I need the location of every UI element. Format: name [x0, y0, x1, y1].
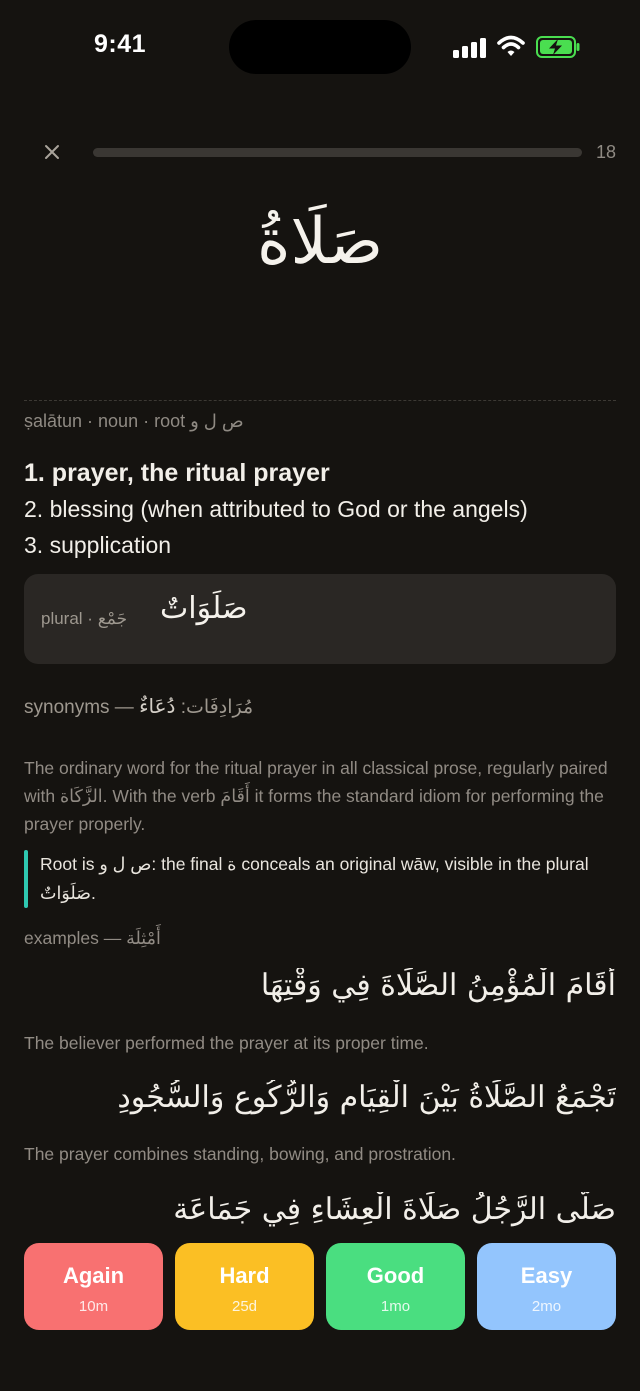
synonyms-row [24, 694, 253, 719]
example-english: The believer performed the prayer at its proper time. [24, 1033, 429, 1053]
synonym-word: دُعَاءٌ [139, 694, 176, 718]
easy-interval: 2mo [531, 1298, 562, 1315]
good-interval: 1mo [380, 1298, 411, 1315]
good-label: Good [366, 1263, 425, 1288]
callout-text: Root is ص ل و: the final ة conceals an original wāw, visible in the plural صَلَوَاتٌ. [40, 854, 589, 903]
dynamic-island [229, 20, 411, 74]
example-arabic: أَقَامَ الْمُؤْمِنُ الصَّلَاةَ فِي وَقْتِهَا [260, 968, 616, 1003]
wifi-icon [497, 34, 525, 58]
usage-note: The ordinary word for the ritual prayer in all classical prose, regularly paired with الزَّكَاة. With the verb أَقَامَ it forms the standard idiom for performing the prayer properly. [24, 758, 608, 834]
again-button[interactable] [24, 1243, 163, 1330]
hard-label: Hard [219, 1263, 270, 1288]
examples-label: examples — أَمْثِلَة [24, 928, 161, 948]
example-arabic: صَلَّى الرَّجُلُ صَلَاةَ الْعِشَاءِ فِي جَمَاعَة [173, 1192, 616, 1227]
good-button[interactable] [326, 1243, 465, 1330]
example-english: The prayer combines standing, bowing, and prostration. [24, 1144, 456, 1164]
example-arabic: تَجْمَعُ الصَّلَاةُ بَيْنَ الْقِيَامِ وَالرُّكُوعِ وَالسُّجُودِ [117, 1080, 616, 1115]
hard-interval: 25d [231, 1298, 258, 1315]
session-progress-bar [93, 148, 582, 157]
definition-item: 1. prayer, the ritual prayer [24, 459, 330, 487]
callout-accent-bar [24, 850, 28, 908]
close-icon[interactable] [40, 140, 64, 164]
root-callout [24, 850, 614, 908]
easy-button[interactable] [477, 1243, 616, 1330]
cards-remaining-count: 18 [596, 142, 617, 162]
word-meta: ṣalātun · noun · root ص ل و [24, 411, 244, 431]
divider [24, 400, 616, 401]
again-label: Again [62, 1263, 125, 1288]
headword: صَلَاةُ [256, 205, 384, 279]
plural-word: صَلَوَاتٌ [160, 591, 248, 626]
plural-label: plural · جَمْع [41, 609, 128, 628]
easy-label: Easy [520, 1263, 573, 1288]
hard-button[interactable] [175, 1243, 314, 1330]
cellular-signal-icon [453, 36, 487, 58]
plural-card [24, 574, 616, 664]
again-interval: 10m [78, 1298, 109, 1315]
definition-item: 3. supplication [24, 532, 172, 558]
battery-charging-icon [536, 36, 580, 58]
definition-item: 2. blessing (when attributed to God or the angels) [24, 496, 528, 522]
status-time: 9:41 [94, 30, 147, 58]
synonyms-label: synonyms — مُرَادِفَات: [24, 697, 254, 718]
definitions-list [24, 455, 616, 563]
